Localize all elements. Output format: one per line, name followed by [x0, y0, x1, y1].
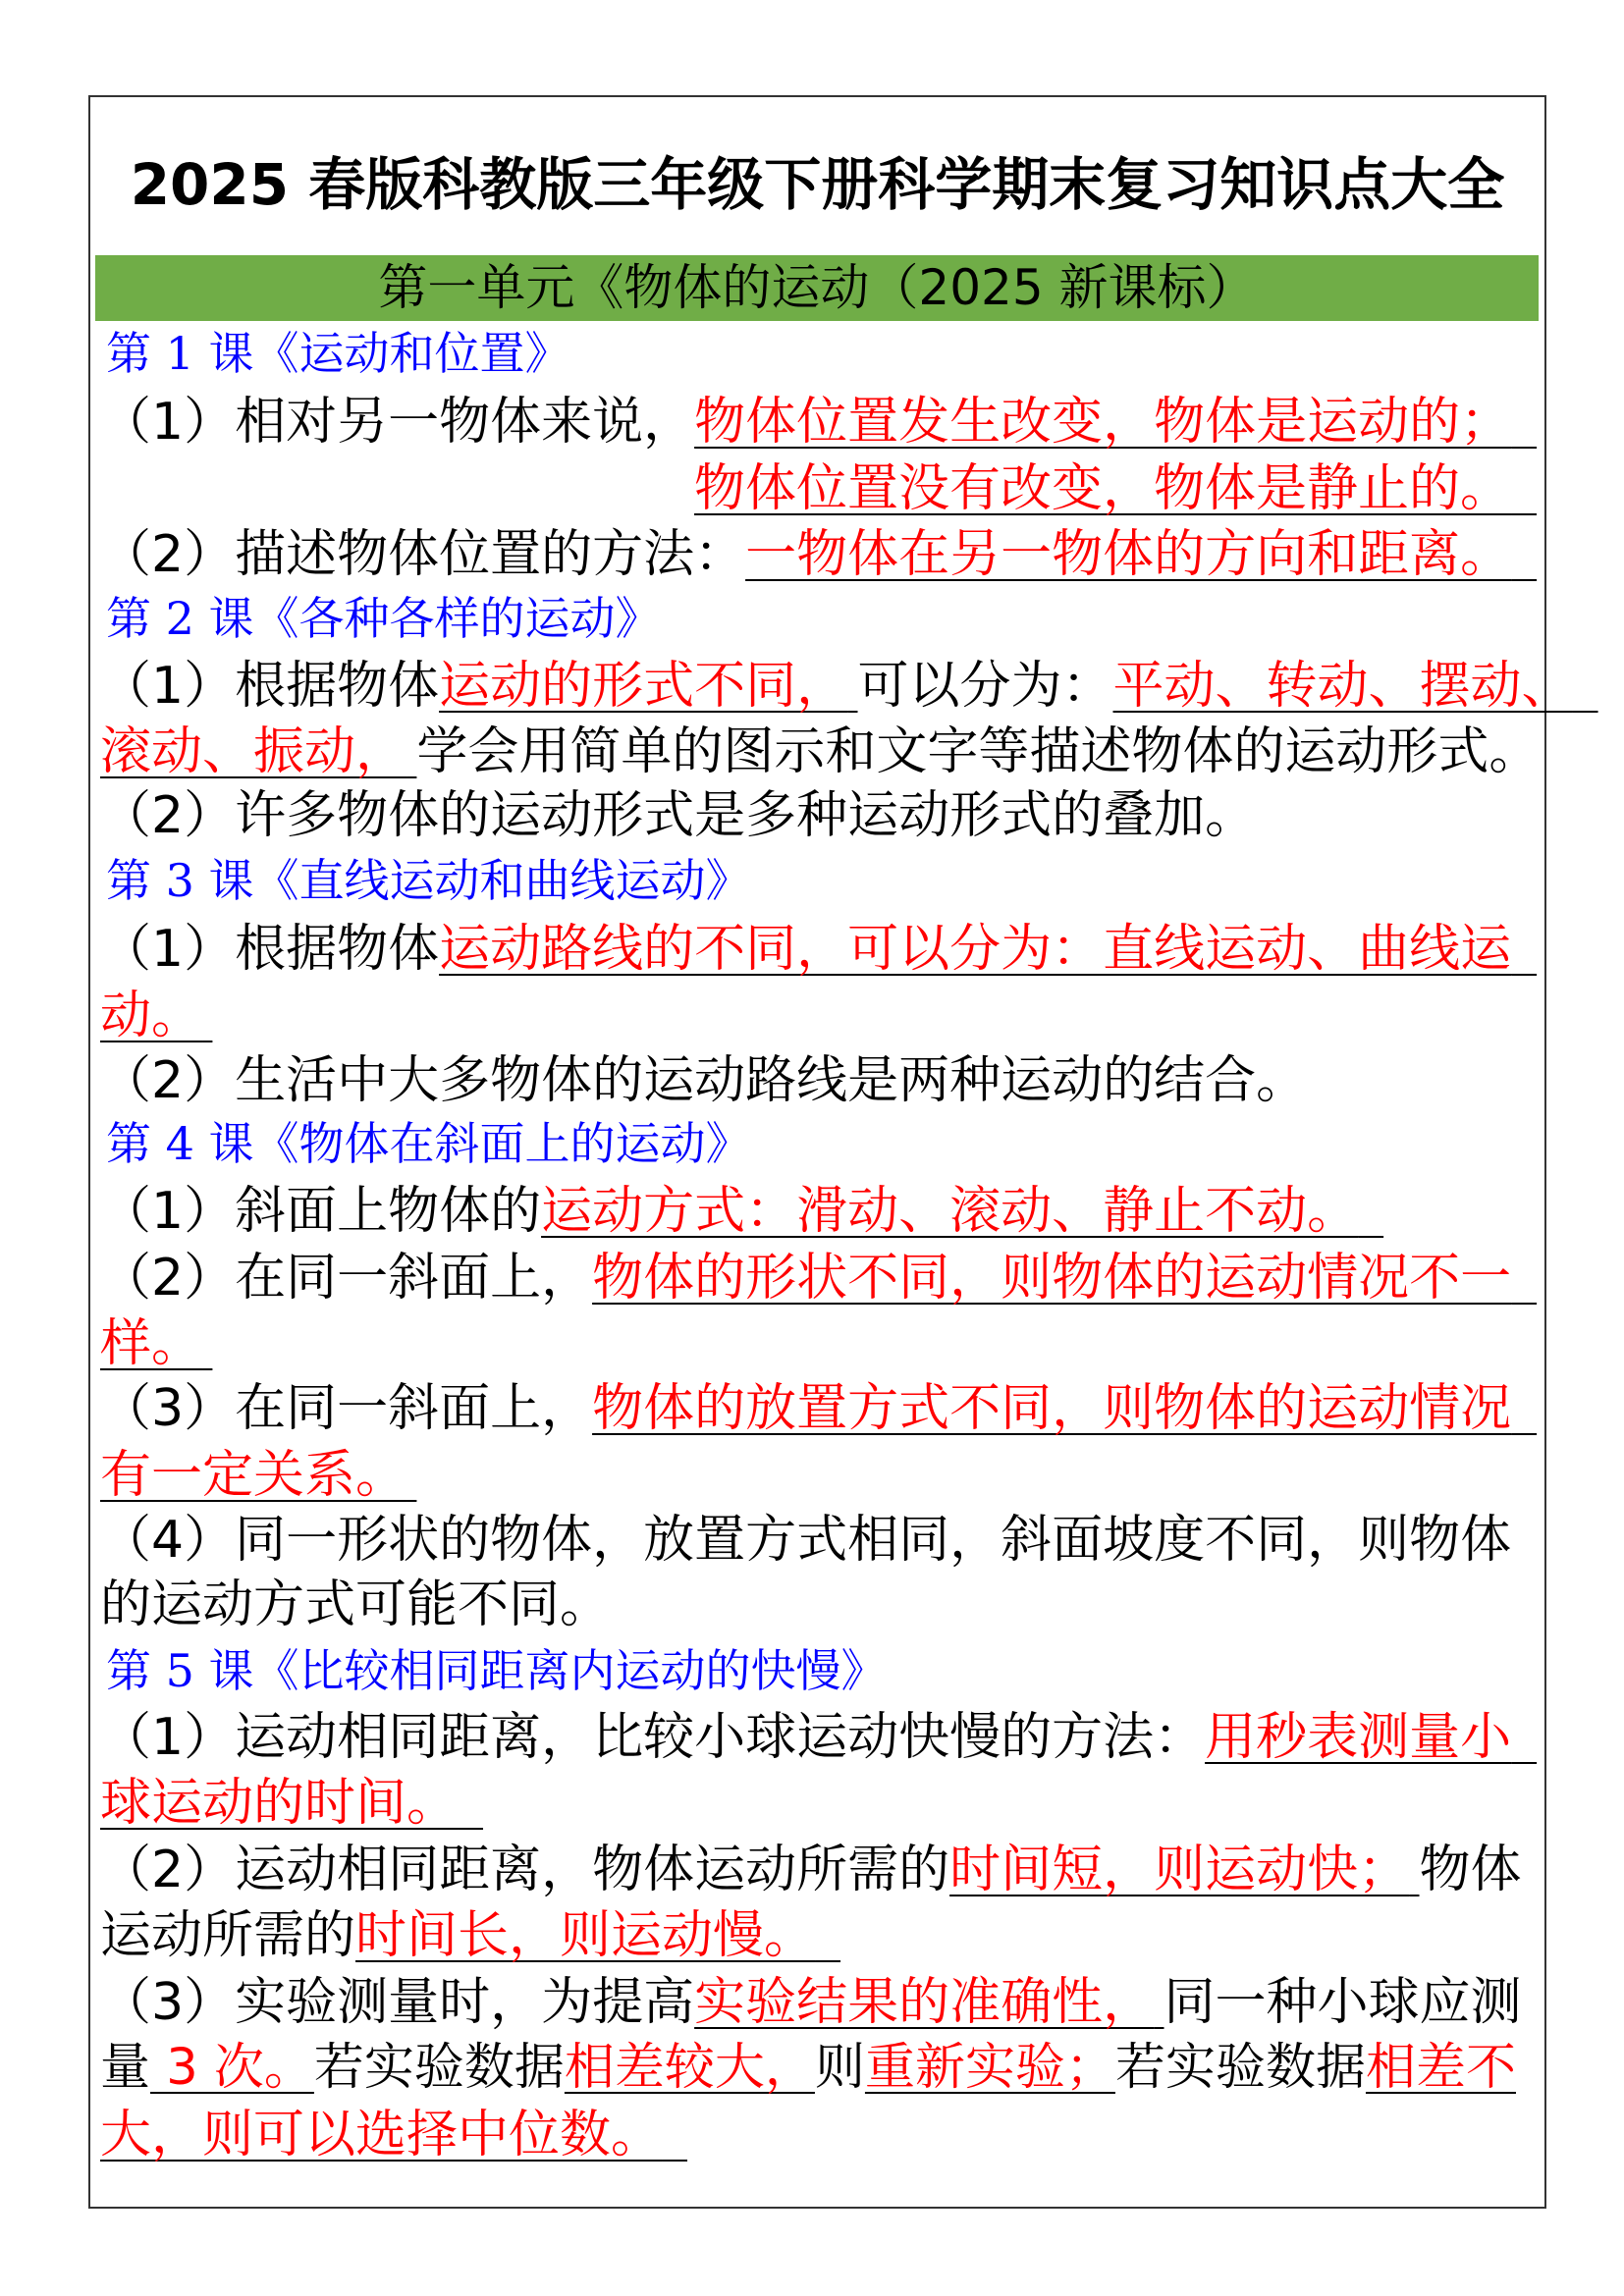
answer-text: 物体位置发生改变，物体是运动的； — [694, 393, 1512, 452]
knowledge-line — [100, 1973, 1522, 2032]
answer-text: 运动路线的不同，可以分为：直线运动、曲线运 — [439, 920, 1512, 979]
knowledge-line — [100, 525, 1537, 584]
answer-text: 3 次。 — [150, 2039, 314, 2097]
lesson-heading: 第 2 课《各种各样的运动》 — [106, 592, 661, 645]
answer-text: 样。 — [100, 1314, 203, 1373]
answer-text: 滚动、振动， — [100, 722, 407, 781]
line-text: 同一种小球应测 — [1164, 1973, 1522, 2032]
answer-text: 相差不 — [1365, 2039, 1516, 2097]
knowledge-line — [100, 1249, 1537, 1308]
knowledge-line — [100, 920, 1537, 979]
line-text: （3）在同一斜面上， — [100, 1379, 593, 1438]
line-text: （2）在同一斜面上， — [100, 1249, 593, 1308]
knowledge-line — [100, 1708, 1537, 1767]
answer-text: 动。 — [100, 987, 203, 1045]
line-text: 则 — [814, 2039, 865, 2097]
line-text: （1）斜面上物体的 — [100, 1182, 542, 1241]
answer-text: 实验结果的准确性， — [694, 1973, 1155, 2032]
knowledge-line — [100, 987, 212, 1045]
lesson-heading: 第 5 课《比较相同距离内运动的快慢》 — [106, 1644, 887, 1697]
line-text: 物体 — [1419, 1841, 1522, 1899]
knowledge-line — [100, 393, 1537, 452]
knowledge-line — [100, 1906, 840, 1965]
line-text: 学会用简单的图示和文字等描述物体的运动形式。 — [416, 722, 1541, 781]
line-text: 运动所需的 — [100, 1906, 356, 1965]
line-text: 量 — [100, 2039, 151, 2097]
line-text: （2）描述物体位置的方法： — [100, 525, 746, 584]
knowledge-line — [100, 2106, 687, 2164]
answer-text: 球运动的时间。 — [100, 1774, 459, 1833]
answer-text: 相差较大， — [564, 2039, 815, 2097]
line-text: 若实验数据 — [1114, 2039, 1366, 2097]
line-text: （4）同一形状的物体，放置方式相同，斜面坡度不同，则物体 — [100, 1511, 1512, 1570]
line-text: （2）生活中大多物体的运动路线是两种运动的结合。 — [100, 1051, 1308, 1110]
answer-text: 运动方式：滑动、滚动、静止不动。 — [541, 1182, 1359, 1241]
knowledge-line — [100, 1379, 1537, 1438]
answer-text: 有一定关系。 — [100, 1446, 407, 1505]
lesson-heading: 第 3 课《直线运动和曲线运动》 — [106, 854, 751, 907]
answer-text: 一物体在另一物体的方向和距离。 — [745, 525, 1512, 584]
knowledge-line — [100, 1314, 212, 1373]
answer-text: 物体位置没有改变，物体是静止的。 — [694, 459, 1512, 518]
line-text: （1）运动相同距离，比较小球运动快慢的方法： — [100, 1708, 1206, 1767]
knowledge-line — [100, 1511, 1511, 1570]
page-title: 2025 春版科教版三年级下册科学期末复习知识点大全 — [130, 151, 1505, 218]
line-text: 可以分为： — [857, 657, 1113, 716]
knowledge-line — [100, 1182, 1383, 1241]
knowledge-line — [100, 722, 1540, 781]
line-text: （2）许多物体的运动形式是多种运动形式的叠加。 — [100, 786, 1257, 845]
unit-banner — [95, 255, 1539, 321]
unit-title: 第一单元《物体的运动（2025 新课标） — [378, 259, 1256, 316]
answer-text: 运动的形式不同， — [439, 657, 848, 716]
answer-text: 物体的放置方式不同，则物体的运动情况 — [592, 1379, 1512, 1438]
answer-text: 时间长，则运动慢。 — [355, 1906, 816, 1965]
knowledge-line — [100, 1051, 1307, 1110]
answer-text: 平动、转动、摆动、 — [1112, 657, 1573, 716]
line-text: （2）运动相同距离，物体运动所需的 — [100, 1841, 950, 1899]
line-text: （1）相对另一物体来说， — [100, 393, 695, 452]
answer-text: 物体的形状不同，则物体的运动情况不一 — [592, 1249, 1512, 1308]
answer-text: 大，则可以选择中位数。 — [100, 2106, 663, 2164]
answer-text: 时间短，则运动快； — [949, 1841, 1410, 1899]
line-text: 若实验数据 — [313, 2039, 565, 2097]
lesson-heading: 第 4 课《物体在斜面上的运动》 — [106, 1117, 751, 1170]
knowledge-line — [694, 459, 1537, 518]
lesson-heading: 第 1 课《运动和位置》 — [106, 327, 570, 380]
line-text: （1）根据物体 — [100, 657, 440, 716]
line-text: 的运动方式可能不同。 — [100, 1575, 612, 1634]
knowledge-line — [100, 1446, 416, 1505]
line-text: （3）实验测量时，为提高 — [100, 1973, 695, 2032]
knowledge-line — [100, 786, 1256, 845]
knowledge-line — [100, 2039, 1516, 2098]
answer-text: 用秒表测量小 — [1205, 1708, 1512, 1767]
knowledge-line — [100, 1774, 483, 1833]
line-text: （1）根据物体 — [100, 920, 440, 979]
knowledge-line — [100, 1575, 611, 1634]
knowledge-line — [100, 657, 1598, 716]
answer-text: 重新实验； — [864, 2039, 1115, 2097]
knowledge-line — [100, 1841, 1522, 1899]
